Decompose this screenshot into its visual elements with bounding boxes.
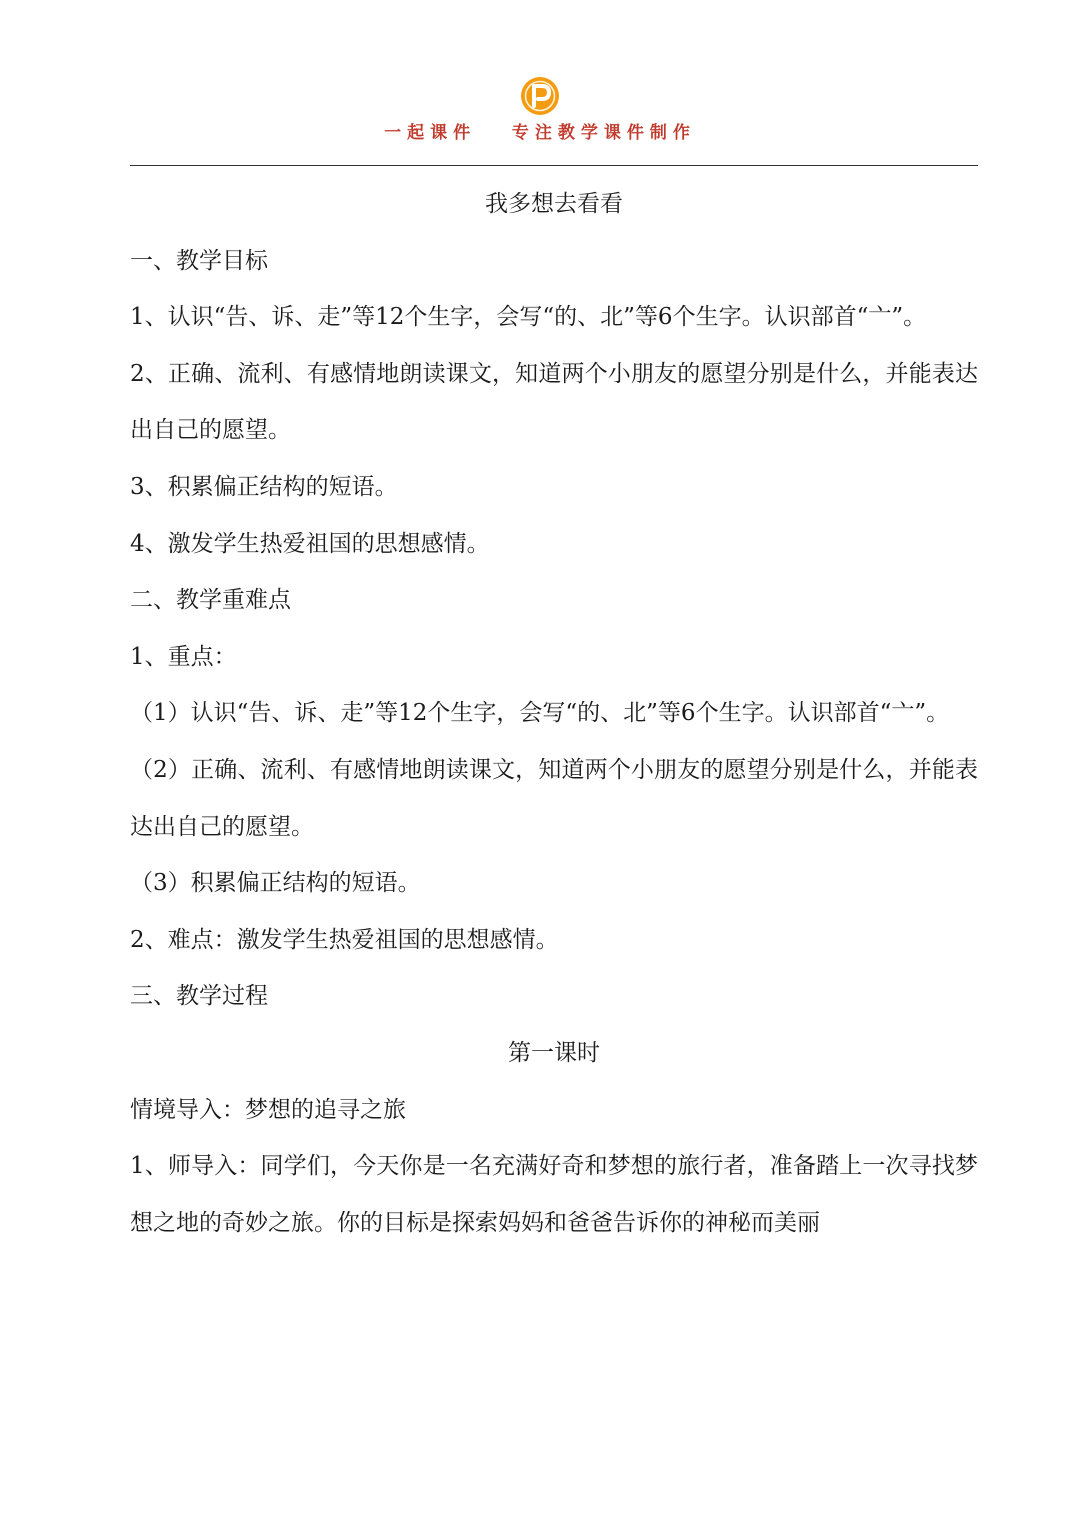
scenario-intro: 情境导入：梦想的追寻之旅 [130, 1096, 406, 1123]
section-heading-objectives: 一、教学目标 [130, 247, 268, 274]
brand-logo-icon [520, 76, 560, 116]
teacher-intro-paragraph: 1、师导入：同学们，今天你是一名充满好奇和梦想的旅行者，准备踏上一次寻找梦想之地的奇妙之旅。你的目标是探索妈妈和爸爸告诉你的神秘而美丽 [130, 1153, 978, 1236]
objective-item-4: 4、激发学生热爱祖国的思想感情。 [130, 530, 490, 557]
key-point-item-2: （2）正确、流利、有感情地朗读课文，知道两个小朋友的愿望分别是什么，并能表达出自己的愿望。 [130, 756, 978, 840]
objective-item-2: 2、正确、流利、有感情地朗读课文，知道两个小朋友的愿望分别是什么，并能表达出自己的愿望。 [130, 360, 978, 444]
page-header [0, 76, 1080, 143]
key-point-item-3: （3）积累偏正结构的短语。 [130, 870, 421, 897]
lesson-heading: 第一课时 [508, 1039, 600, 1066]
key-point-item-1: （1）认识“告、诉、走”等12个生字，会写“的、北”等6个生字。认识部首“亠”。 [130, 700, 950, 727]
brand-tagline: 一起课件 专注教学课件制作 [384, 123, 696, 143]
document-title: 我多想去看看 [485, 191, 623, 217]
difficulty-item: 2、难点：激发学生热爱祖国的思想感情。 [130, 926, 559, 953]
section-heading-key-points: 二、教学重难点 [130, 587, 291, 614]
key-points-label: 1、重点： [130, 643, 237, 670]
objective-item-3: 3、积累偏正结构的短语。 [130, 473, 398, 500]
objective-item-1: 1、认识“告、诉、走”等12个生字，会写“的、北”等6个生字。认识部首“亠”。 [130, 304, 927, 331]
section-heading-process: 三、教学过程 [130, 983, 268, 1010]
header-divider [130, 165, 978, 166]
document-body [130, 176, 978, 1251]
